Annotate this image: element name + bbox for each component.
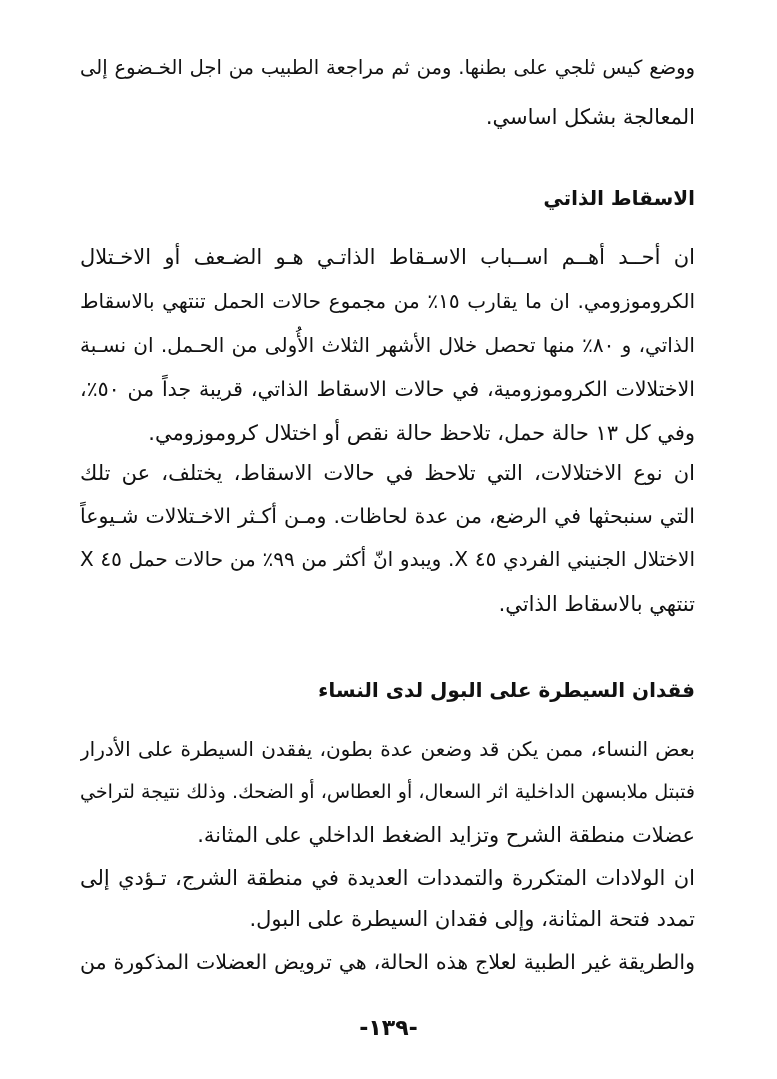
- intro-line-2: المعالجة بشكل اساسي.: [485, 105, 695, 129]
- section1-line-4: الاختلالات الكروموزومية، في حالات الاسقاط الذاتي، قريبة جداً من ٥٠٪،: [80, 377, 695, 401]
- section2-line-1: بعض النساء، ممن يكن قد وضعن عدة بطون، يفقدن السيطرة على الأدرار: [80, 737, 695, 761]
- section2-line-5: تمدد فتحة المثانة، وإلى فقدان السيطرة على البول.: [249, 907, 695, 931]
- section1-line-1: ان أحــد أهــم اســباب الاسـقاط الذاتـي هـو الضـعف أو الاخـتلال: [80, 245, 695, 269]
- section2-line-4: ان الولادات المتكررة والتمددات العديدة في منطقة الشرج، تـؤدي إلى: [80, 866, 695, 890]
- section1-line-7: التي سنبحثها في الرضع، من عدة لحاظات. ومـن أكـثر الاخـتلالات شـيوعاً: [80, 504, 695, 528]
- section1-line-3: الذاتي، و ٨٠٪ منها تحصل خلال الأشهر الثلاث الأُولى من الحـمل. ان نسـبة: [80, 333, 695, 357]
- section1-line-5: وفي كل ١٣ حالة حمل، تلاحظ حالة نقص أو اختلال كروموزومي.: [148, 421, 695, 445]
- section1-line-9: تنتهي بالاسقاط الذاتي.: [498, 592, 695, 616]
- section2-line-3: عضلات منطقة الشرح وتزايد الضغط الداخلي على المثانة.: [197, 823, 695, 847]
- section-heading-spontaneous-abortion: الاسقاط الذاتي: [543, 186, 695, 210]
- section2-line-6: والطريقة غير الطبية لعلاج هذه الحالة، هي ترويض العضلات المذكورة من: [80, 950, 695, 974]
- intro-line-1: ووضع كيس ثلجي على بطنها. ومن ثم مراجعة الطبيب من اجل الخـضوع إلى: [80, 56, 695, 79]
- section1-line-6: ان نوع الاختلالات، التي تلاحظ في حالات الاسقاط، يختلف، عن تلك: [80, 461, 695, 485]
- section-heading-urinary-incontinence: فقدان السيطرة على البول لدى النساء: [318, 678, 695, 702]
- page-number: -١٣٩-: [359, 1016, 418, 1041]
- section1-line-8: الاختلال الجنيني الفردي ٤٥ X. ويبدو انّ أكثر من ٩٩٪ من حالات حمل ٤٥ X: [80, 547, 695, 571]
- section2-line-2: فتبتل ملابسهن الداخلية اثر السعال، أو العطاس، أو الضحك. وذلك نتيجة لتراخي: [80, 781, 695, 803]
- section1-line-2: الكروموزومي. ان ما يقارب ١٥٪ من مجموع حالات الحمل تنتهي بالاسقاط: [80, 289, 695, 313]
